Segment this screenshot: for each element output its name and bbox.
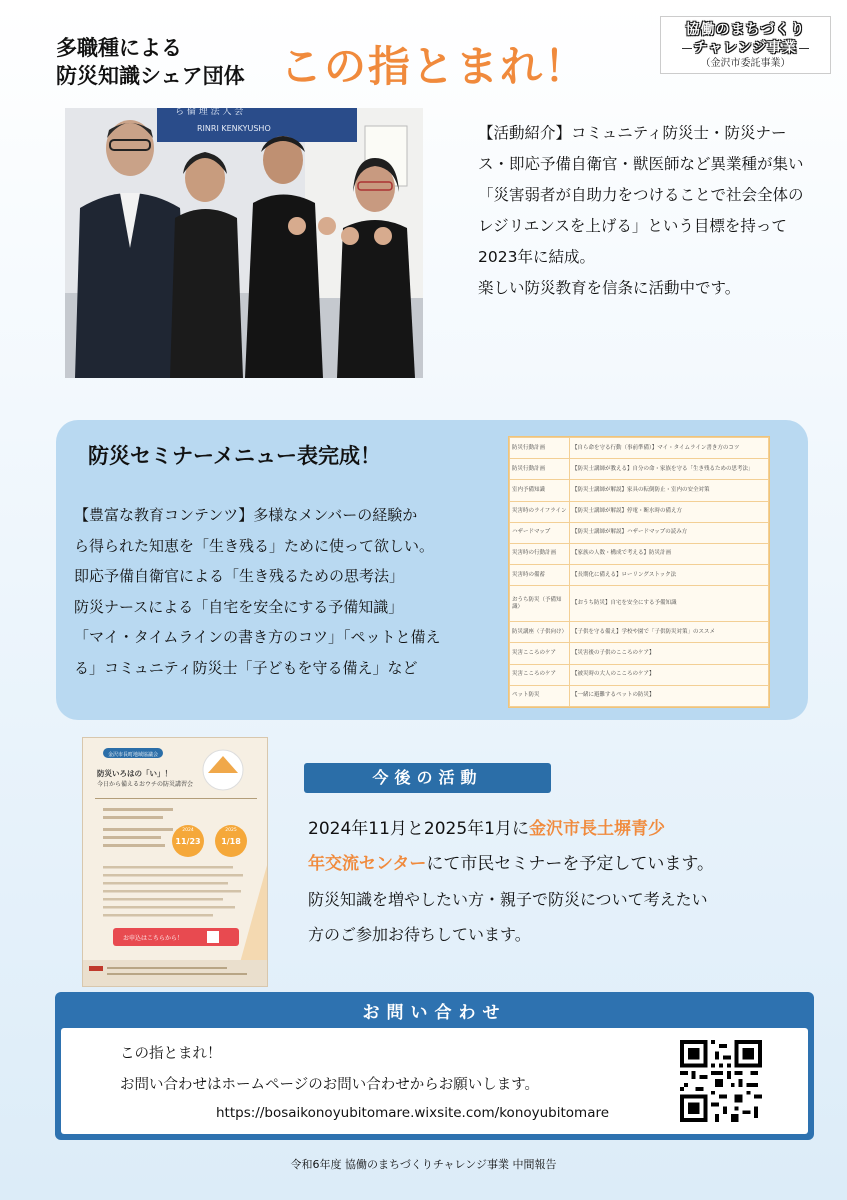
menu-category: 防災行動計画 xyxy=(510,438,570,459)
menu-category: 災害時の行動計画 xyxy=(510,543,570,564)
activity-label: 【活動紹介】 xyxy=(478,124,572,142)
activity-intro xyxy=(478,118,808,304)
menu-category: 防災講座（子供向け） xyxy=(510,622,570,643)
menu-category: 災害時のライフライン xyxy=(510,501,570,522)
seminar-menu-table xyxy=(508,436,770,708)
seminar-line: ら得られた知恵を「生き残る」ために使って欲しい。 xyxy=(74,536,435,555)
flyer-date-1-year: 2024 xyxy=(182,828,194,833)
menu-item: 【子供を守る備え】学校や園で「子供防災対策」のススメ xyxy=(570,622,769,643)
seminar-line: る」コミュニティ防災士「子どもを守る備え」など xyxy=(74,658,418,677)
table-row xyxy=(510,565,769,586)
table-row xyxy=(510,664,769,685)
page-subtitle xyxy=(56,34,286,90)
contact-org-name: この指とまれ！ xyxy=(120,1046,222,1062)
menu-item: 【おうち防災】自宅を安全にする予備知識 xyxy=(570,586,769,622)
contact-url-link[interactable]: https://bosaikonoyubitomare.wixsite.com/konoyubitomare xyxy=(216,1105,610,1121)
logo-line-3: （金沢市委託事業） xyxy=(700,58,791,69)
venue-name-1: 金沢市長土塀青少 xyxy=(528,819,665,839)
logo-line-2 xyxy=(661,39,830,57)
event-flyer xyxy=(82,737,268,987)
table-row xyxy=(510,685,769,706)
banner-text: RINRI KENKYUSHO xyxy=(197,124,271,133)
menu-category: ハザードマップ xyxy=(510,522,570,543)
activity-text: コミュニティ防災士・防災ナース・即応予備自衛官・獣医師など異業種が集い「災害弱者が自助力をつけることで社会全体のレジリエンスを上げる」という目標を持って2023年に結成。 xyxy=(478,124,804,266)
menu-category: ペット防災 xyxy=(510,685,570,706)
future-line-2 xyxy=(308,847,788,882)
menu-item: 【一緒に避難するペットの防災】 xyxy=(570,685,769,706)
seminar-description xyxy=(74,500,494,683)
subtitle-line-1: 多職種による xyxy=(56,36,182,60)
menu-item: 【防災士講師が解説】家具の転倒防止・室内の安全対策 xyxy=(570,480,769,501)
venue-name-2: 年交流センター xyxy=(308,854,427,874)
seminar-line: 【豊富な教育コンテンツ】多様なメンバーの経験か xyxy=(74,506,418,524)
table-row xyxy=(510,586,769,622)
table-row xyxy=(510,622,769,643)
menu-item: 【自ら命を守る行動（事前準備）】マイ・タイムライン書き方のコツ xyxy=(570,438,769,459)
table-row xyxy=(510,543,769,564)
menu-item: 【防災士講師が解説】停電・断水時の備え方 xyxy=(570,501,769,522)
menu-category: おうち防災（予備知識） xyxy=(510,586,570,622)
menu-category: 災害時の備蓄 xyxy=(510,565,570,586)
page-footer: 令和6年度 協働のまちづくりチャレンジ事業 中間報告 xyxy=(290,1158,557,1171)
flyer-title-1: 防災いろはの「い」！ xyxy=(97,769,172,778)
menu-item: 【防災士講師が解説】ハザードマップの読み方 xyxy=(570,522,769,543)
seminar-title: 防災セミナーメニュー表完成！ xyxy=(88,444,381,468)
flyer-cta: お申込はこちらから！ xyxy=(122,935,184,942)
banner-top-text: ら 倫 理 法 人 会 xyxy=(175,108,244,117)
menu-item: 【災害後の子供のこころのケア】 xyxy=(570,643,769,664)
subtitle-line-2: 防災知識シェア団体 xyxy=(56,64,245,88)
table-row xyxy=(510,643,769,664)
table-row xyxy=(510,438,769,459)
seminar-line: 「マイ・タイムラインの書き方のコツ」「ペットと備え xyxy=(74,628,441,646)
menu-category: 災害こころのケア xyxy=(510,664,570,685)
future-line-4: 方のご参加お待ちしています。 xyxy=(308,925,531,944)
table-row xyxy=(510,501,769,522)
seminar-line: 防災ナースによる「自宅を安全にする予備知識」 xyxy=(74,597,404,616)
flyer-date-2: 1/18 xyxy=(221,837,241,846)
activity-text-2: 楽しい防災教育を信条に活動中です。 xyxy=(478,279,741,297)
future-line-3: 防災知識を増やしたい方・親子で防災について考えたい xyxy=(308,890,708,909)
flyer-date-2-year: 2025 xyxy=(225,828,237,833)
menu-item: 【防災士講師が教える】自分の命・家族を守る「生き残るための思考法」 xyxy=(570,459,769,480)
menu-category: 災害こころのケア xyxy=(510,643,570,664)
logo-line-1: 協働のまちづくり xyxy=(685,22,806,38)
logo-line-2-text: チャレンジ事業 xyxy=(693,40,798,56)
flyer-title-2: 今日から備えるおウチの防災講習会 xyxy=(97,781,194,788)
table-row xyxy=(510,459,769,480)
future-line-1 xyxy=(308,812,788,847)
contact-instructions: お問い合わせはホームページのお問い合わせからお願いします。 xyxy=(120,1077,540,1093)
menu-category: 室内予備知識 xyxy=(510,480,570,501)
future-activities-label: 今後の活動 xyxy=(304,763,551,793)
menu-item: 【家族の人数・構成で考える】防災計画 xyxy=(570,543,769,564)
flyer-date-1: 11/23 xyxy=(175,837,201,846)
group-photo xyxy=(65,108,423,378)
contact-label: お問い合わせ xyxy=(362,1003,507,1023)
table-row xyxy=(510,480,769,501)
future-dates: 2024年11月と2025年1月に xyxy=(308,819,529,839)
project-logo xyxy=(660,16,831,74)
seminar-line: 即応予備自衛官による「生き残るための思考法」 xyxy=(74,567,405,585)
menu-item: 【被災時の大人のこころのケア】 xyxy=(570,664,769,685)
qr-code-icon[interactable] xyxy=(680,1040,762,1122)
flyer-badge: 金沢市長町地域協議会 xyxy=(107,752,159,758)
menu-item: 【長期化に備える】ローリングストック法 xyxy=(570,565,769,586)
menu-category: 防災行動計画 xyxy=(510,459,570,480)
future-line-2-text: にて市民セミナーを予定しています。 xyxy=(426,854,714,874)
table-row xyxy=(510,522,769,543)
page-title: この指とまれ！ xyxy=(280,42,589,91)
future-activities-text xyxy=(308,812,788,952)
